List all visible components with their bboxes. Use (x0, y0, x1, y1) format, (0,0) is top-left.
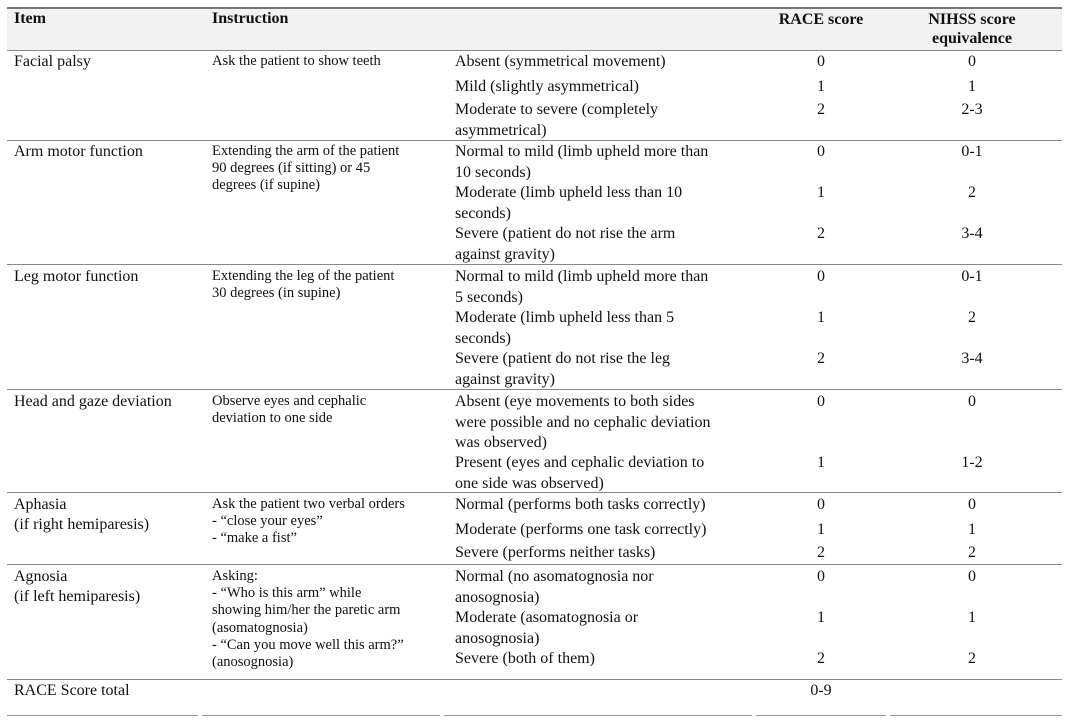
row-separator (7, 389, 1062, 390)
bottom-rule-instruction (202, 715, 440, 716)
race-score-value: 0 (817, 268, 825, 285)
row-separator (7, 140, 1062, 141)
item-label: Leg motor function (14, 268, 139, 285)
bottom-rule-item (7, 715, 198, 716)
race-score-value: 2 (817, 650, 825, 667)
item-label: Aphasia (14, 496, 67, 513)
total-label: RACE Score total (14, 682, 130, 699)
instruction-text: Observe eyes and cephalic (212, 393, 367, 409)
option-description: Mild (slightly asymmetrical) (455, 78, 639, 95)
header-nihss-line2: equivalence (932, 30, 1012, 47)
option-description: Severe (performs neither tasks) (455, 544, 656, 561)
instruction-text: 30 degrees (in supine) (212, 285, 341, 302)
instruction-text: - “Who is this arm” while (212, 585, 362, 602)
race-score-value: 0 (817, 496, 825, 513)
nihss-score-value: 2 (968, 650, 976, 667)
instruction-text: Ask the patient to show teeth (212, 53, 381, 69)
item-label: Arm motor function (14, 143, 143, 160)
race-score-value: 0 (817, 143, 825, 160)
option-description: Moderate (limb upheld less than 5 (455, 309, 675, 326)
option-description: Moderate (performs one task correctly) (455, 521, 707, 538)
race-score-value: 1 (817, 609, 825, 626)
row-separator (7, 564, 1062, 565)
race-score-value: 0 (817, 568, 825, 585)
option-description: asymmetrical) (455, 121, 547, 139)
header-nihss-line1: NIHSS score (928, 11, 1016, 28)
nihss-score-value: 0-1 (961, 143, 983, 160)
nihss-score-value: 2 (968, 184, 976, 201)
race-score-value: 2 (817, 350, 825, 367)
option-description: Absent (symmetrical movement) (455, 53, 666, 70)
nihss-score-value: 0 (968, 568, 976, 585)
instruction-text: (anosognosia) (212, 654, 294, 670)
bottom-rule-race (756, 715, 886, 716)
option-description: Moderate to severe (completely (455, 101, 659, 118)
row-separator (7, 679, 1062, 680)
header-instruction: Instruction (212, 10, 289, 27)
nihss-score-value: 3-4 (961, 350, 983, 367)
race-score-value: 2 (817, 225, 825, 242)
instruction-text: showing him/her the paretic arm (212, 602, 401, 619)
option-description: were possible and no cephalic deviation (455, 413, 711, 431)
option-description: Severe (patient do not rise the arm (455, 225, 676, 242)
option-description: was observed) (455, 434, 547, 451)
nihss-score-value: 1 (968, 609, 976, 626)
row-separator (7, 492, 1062, 493)
instruction-text: - “make a fist” (212, 530, 297, 547)
item-label: Facial palsy (14, 53, 91, 70)
option-description: anosognosia) (455, 588, 540, 606)
nihss-score-value: 0 (968, 393, 976, 410)
instruction-text: Asking: (212, 568, 258, 584)
header-item: Item (14, 10, 46, 27)
instruction-text: 90 degrees (if sitting) or 45 (212, 160, 371, 177)
option-description: Normal to mild (limb upheld more than (455, 268, 709, 285)
race-score-value: 1 (817, 521, 825, 538)
nihss-score-value: 3-4 (961, 225, 983, 242)
race-score-value: 1 (817, 78, 825, 95)
option-description: Normal (no asomatognosia nor (455, 568, 654, 585)
race-score-value: 1 (817, 184, 825, 201)
instruction-text: Ask the patient two verbal orders (212, 496, 405, 512)
nihss-score-value: 2 (968, 309, 976, 326)
race-score-value: 2 (817, 101, 825, 118)
instruction-text: Extending the leg of the patient (212, 268, 395, 284)
option-description: anosognosia) (455, 629, 540, 647)
option-description: seconds) (455, 329, 511, 347)
option-description: one side was observed) (455, 474, 604, 492)
total-race-score: 0-9 (810, 682, 832, 699)
nihss-score-value: 1 (968, 521, 976, 538)
option-description: Severe (patient do not rise the leg (455, 350, 671, 367)
item-label: Agnosia (14, 568, 68, 585)
instruction-text: - “Can you move well this arm?” (212, 636, 404, 653)
option-description: Moderate (asomatognosia or (455, 609, 639, 626)
bottom-rule-nihss (890, 715, 1062, 716)
nihss-score-value: 0 (968, 53, 976, 70)
race-score-value: 1 (817, 454, 825, 471)
nihss-score-value: 1-2 (961, 454, 983, 471)
option-description: Normal to mild (limb upheld more than (455, 143, 709, 160)
instruction-text: degrees (if supine) (212, 177, 320, 194)
table-top-rule (7, 7, 1062, 9)
option-description: Present (eyes and cephalic deviation to (455, 454, 705, 471)
header-rule (7, 50, 1062, 51)
option-description: against gravity) (455, 245, 555, 263)
item-label: Head and gaze deviation (14, 393, 172, 410)
row-separator (7, 264, 1062, 265)
race-score-value: 1 (817, 309, 825, 326)
bottom-rule-description (444, 715, 752, 716)
race-score-value: 0 (817, 53, 825, 70)
header-background (7, 8, 1062, 50)
race-score-value: 0 (817, 393, 825, 410)
option-description: Moderate (limb upheld less than 10 (455, 184, 683, 201)
item-label: (if left hemiparesis) (14, 588, 141, 605)
nihss-score-value: 2-3 (961, 101, 983, 118)
nihss-score-value: 1 (968, 78, 976, 95)
nihss-score-value: 0-1 (961, 268, 983, 285)
item-label: (if right hemiparesis) (14, 516, 150, 533)
header-race-score: RACE score (778, 11, 864, 28)
instruction-text: (asomatognosia) (212, 619, 308, 636)
option-description: seconds) (455, 204, 511, 222)
nihss-score-value: 2 (968, 544, 976, 561)
option-description: 10 seconds) (455, 163, 531, 181)
nihss-score-value: 0 (968, 496, 976, 513)
race-score-value: 2 (817, 544, 825, 561)
instruction-text: - “close your eyes” (212, 513, 323, 530)
option-description: Absent (eye movements to both sides (455, 393, 695, 410)
option-description: Normal (performs both tasks correctly) (455, 496, 706, 513)
option-description: Severe (both of them) (455, 650, 595, 667)
instruction-text: deviation to one side (212, 410, 333, 427)
option-description: 5 seconds) (455, 288, 523, 306)
instruction-text: Extending the arm of the patient (212, 143, 400, 159)
option-description: against gravity) (455, 370, 555, 388)
